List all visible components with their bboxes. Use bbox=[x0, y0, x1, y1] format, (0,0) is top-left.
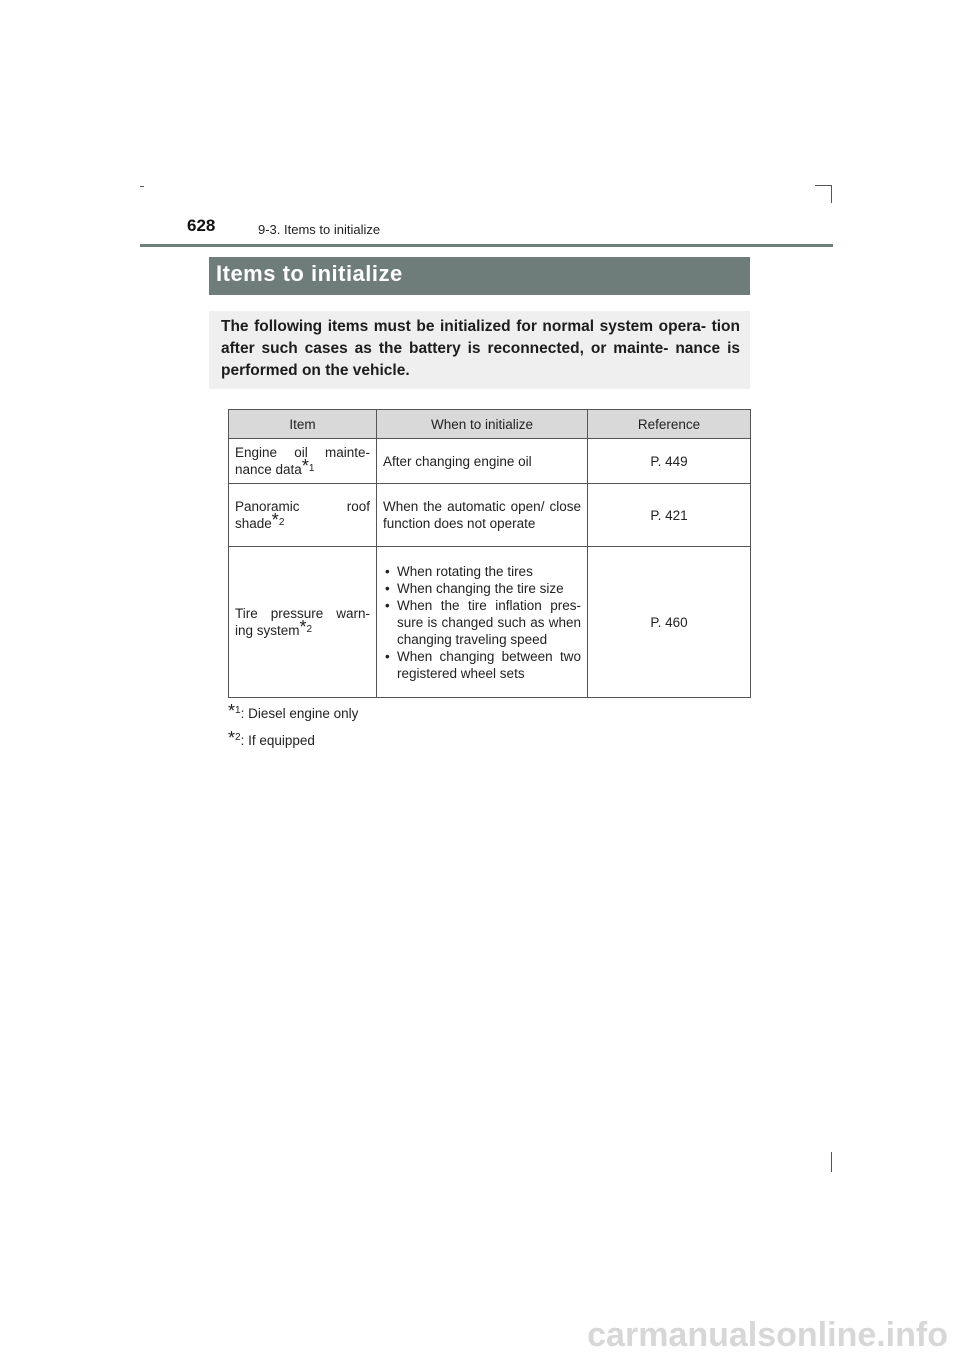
item-label: Panoramic roof shade bbox=[235, 499, 370, 531]
when-cell bbox=[377, 547, 588, 698]
footnote-star: * bbox=[299, 617, 307, 637]
crop-mark-top-right-h bbox=[815, 185, 832, 186]
table-row bbox=[229, 484, 751, 547]
column-header-reference: Reference bbox=[588, 410, 751, 439]
when-text: When the automatic open/ close function does not operate bbox=[383, 499, 581, 531]
header-rule bbox=[140, 244, 833, 247]
footnote-number: 2 bbox=[235, 732, 241, 743]
when-text: After changing engine oil bbox=[383, 453, 532, 469]
section-banner bbox=[209, 257, 750, 295]
table-row bbox=[229, 439, 751, 484]
table-header-row bbox=[229, 410, 751, 439]
footnote bbox=[228, 728, 315, 748]
intro-box bbox=[209, 311, 750, 389]
crop-mark-top-left bbox=[140, 186, 144, 187]
list-item: • When rotating the tires bbox=[383, 563, 581, 580]
intro-text: The following items must be initialized for normal system opera- tion after such cases as the battery is reconnected, or mainte- nance is performed on the vehicle. bbox=[221, 318, 740, 379]
footnote-text: : Diesel engine only bbox=[240, 706, 359, 721]
footnote-star: * bbox=[271, 510, 279, 530]
items-table bbox=[228, 409, 751, 698]
footnote-number: 1 bbox=[308, 463, 315, 474]
column-header-item: Item bbox=[229, 410, 377, 439]
when-bullet-list bbox=[383, 563, 581, 682]
when-cell bbox=[377, 439, 588, 484]
column-header-when: When to initialize bbox=[377, 410, 588, 439]
footnote-text: : If equipped bbox=[240, 733, 315, 748]
table-row bbox=[229, 547, 751, 698]
footnote bbox=[228, 701, 359, 721]
when-cell bbox=[377, 484, 588, 547]
reference-cell: P. 460 bbox=[588, 547, 751, 698]
section-title: Items to initialize bbox=[216, 261, 403, 286]
reference-cell: P. 449 bbox=[588, 439, 751, 484]
item-cell bbox=[229, 547, 377, 698]
item-label: Engine oil mainte- nance data bbox=[235, 445, 370, 477]
item-cell bbox=[229, 484, 377, 547]
footnote-number: 1 bbox=[235, 705, 241, 716]
item-label: Tire pressure warn- ing system bbox=[235, 606, 370, 638]
list-item: • When changing between two registered wheel sets bbox=[383, 648, 581, 682]
list-item: • When changing the tire size bbox=[383, 580, 581, 597]
footnote-star: * bbox=[228, 728, 236, 748]
running-header: 9-3. Items to initialize bbox=[258, 222, 381, 237]
crop-mark-top-right-v bbox=[831, 185, 832, 203]
list-item: • When the tire inflation pres- sure is changed such as when changing traveling speed bbox=[383, 597, 581, 648]
item-cell bbox=[229, 439, 377, 484]
crop-mark-bottom-right-v bbox=[831, 1152, 832, 1172]
page-number: 628 bbox=[187, 216, 216, 235]
footnote-number: 2 bbox=[306, 624, 313, 635]
footnote-star: * bbox=[228, 701, 236, 721]
footnote-number: 2 bbox=[278, 517, 285, 528]
footnote-star: * bbox=[301, 456, 309, 476]
reference-cell: P. 421 bbox=[588, 484, 751, 547]
watermark-text: carmanualsonline.info bbox=[587, 1316, 948, 1354]
